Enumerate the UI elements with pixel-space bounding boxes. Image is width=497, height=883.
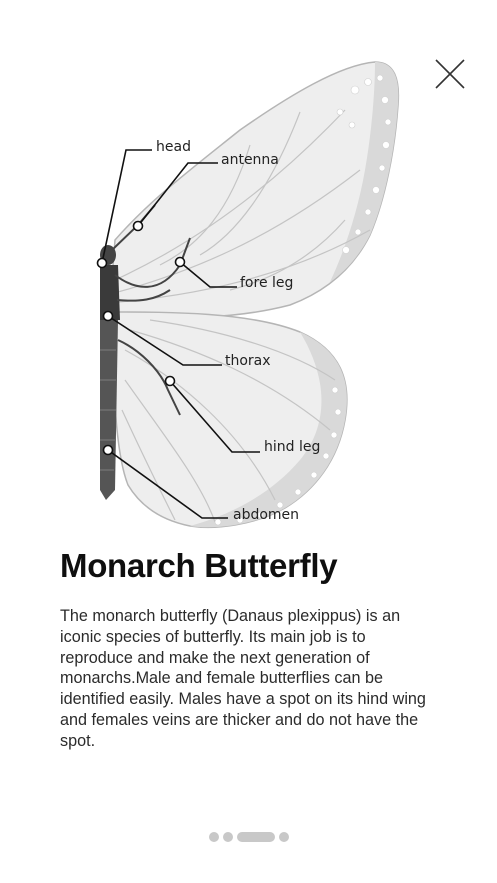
- label-head: head: [156, 139, 191, 155]
- page-dot-active[interactable]: [237, 832, 275, 842]
- label-abdomen: abdomen: [233, 507, 300, 523]
- page-dot[interactable]: [223, 832, 233, 842]
- label-antenna: antenna: [221, 152, 279, 168]
- page-dot[interactable]: [279, 832, 289, 842]
- butterfly-diagram: [0, 50, 497, 550]
- label-fore-leg: fore leg: [240, 275, 294, 291]
- label-hind-leg: hind leg: [264, 439, 321, 455]
- butterfly-body: [100, 245, 120, 500]
- page-dot[interactable]: [209, 832, 219, 842]
- description-text: The monarch butterfly (Danaus plexippus) is an iconic species of butterfly. Its main job is to reproduce and make the next generation of monarchs.Male and female butterflies can be identified easily. Males have a spot on its hind wing and females veins are thicker and do not have the spot.: [60, 607, 426, 750]
- page-title: Monarch Butterfly: [60, 547, 338, 584]
- page-indicator: [0, 830, 497, 844]
- label-thorax: thorax: [225, 353, 271, 369]
